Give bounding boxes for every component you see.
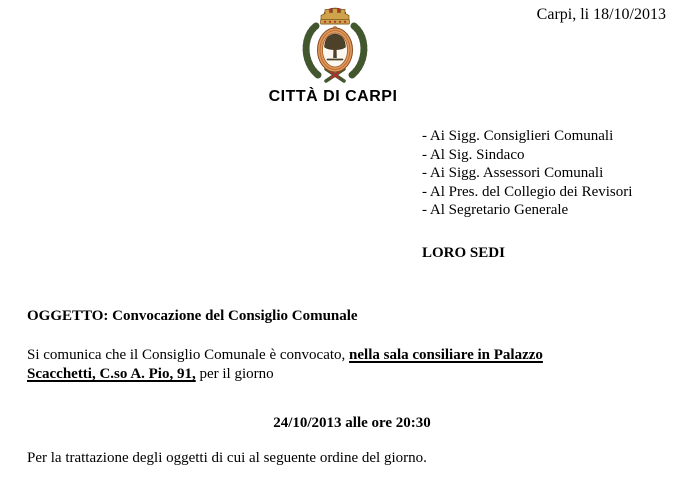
recipient-line: - Al Segretario Generale bbox=[422, 202, 569, 219]
city-logo-caption: CITTÀ DI CARPI bbox=[268, 88, 398, 105]
letter-date: Carpi, li 18/10/2013 bbox=[536, 6, 666, 23]
coat-of-arms-icon bbox=[297, 1, 373, 85]
recipient-line: - Al Sig. Sindaco bbox=[422, 146, 525, 163]
tree-trunk bbox=[333, 47, 337, 58]
venue-highlight-line2: Scacchetti, C.so A. Pio, 91, bbox=[27, 366, 196, 382]
meeting-datetime: 24/10/2013 alle ore 20:30 bbox=[273, 415, 431, 431]
wreath-left-branch bbox=[306, 26, 318, 75]
crown-icon bbox=[321, 8, 350, 24]
subject-line: OGGETTO: Convocazione del Consiglio Comunale bbox=[27, 308, 358, 324]
body-intro-text: Si comunica che il Consiglio Comunale è convocato, bbox=[27, 347, 350, 363]
body-paragraph bbox=[27, 346, 543, 384]
venue-highlight-line1: nella sala consiliare in Palazzo bbox=[349, 347, 543, 363]
wreath-right-branch bbox=[352, 26, 364, 75]
recipient-line: - Al Pres. del Collegio dei Revisori bbox=[422, 183, 633, 200]
loro-sedi-label: LORO SEDI bbox=[422, 244, 505, 261]
closing-line: Per la trattazione degli oggetti di cui al seguente ordine del giorno. bbox=[27, 450, 427, 466]
recipients-block bbox=[422, 127, 632, 263]
recipient-line: - Ai Sigg. Assessori Comunali bbox=[422, 165, 604, 182]
body-after-highlight-text: per il giorno bbox=[195, 366, 274, 382]
shield-icon bbox=[318, 27, 353, 73]
recipient-line: - Ai Sigg. Consiglieri Comunali bbox=[422, 128, 614, 144]
